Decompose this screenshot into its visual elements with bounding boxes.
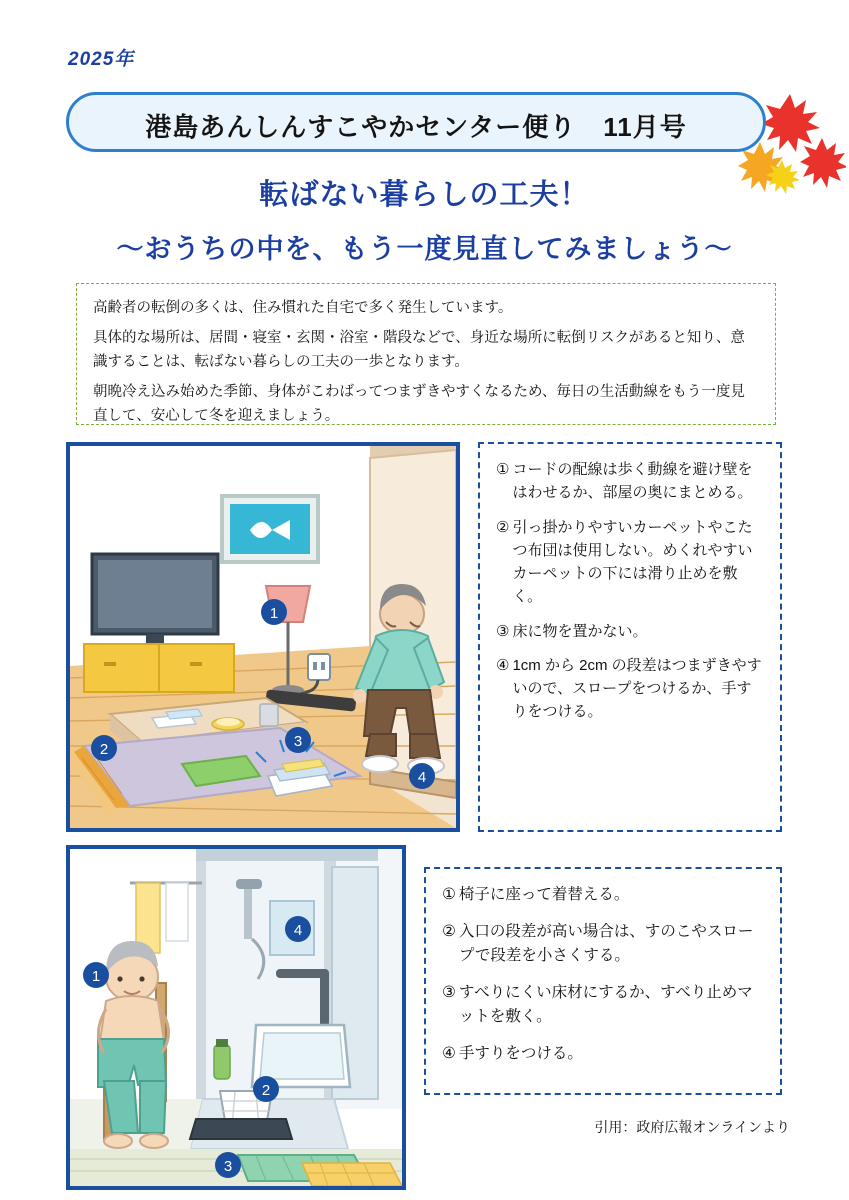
room-marker-4 (409, 763, 435, 789)
room-tip-3 (496, 620, 764, 643)
bath-tip-1-number: ① (442, 886, 456, 903)
newsletter-title: 港島あんしんすこやかセンター便り 11月号 (145, 112, 687, 142)
bath-tip-4-text: 手すりをつける。 (458, 1045, 583, 1063)
intro-paragraph-1: 高齢者の転倒の多くは、住み慣れた自宅で多く発生しています。 (93, 300, 513, 316)
bath-tip-2-text: 入口の段差が高い場合は、すのこやスロープで段差を小さくする。 (458, 923, 754, 965)
bath-tip-1-text: 椅子に座って着替える。 (458, 886, 630, 903)
intro-text-box (76, 283, 776, 425)
leaf-red-top (761, 94, 820, 152)
room-tip-4 (496, 654, 764, 724)
bath-tip-4-number: ④ (442, 1045, 456, 1063)
room-marker-3 (285, 727, 311, 753)
tv-stand (84, 644, 234, 692)
bath-tip-4 (442, 1042, 764, 1066)
year-label: 2025年 (68, 49, 135, 70)
bath-tip-3-text: すべりにくい床材にするか、すべり止めマットを敷く。 (458, 984, 753, 1026)
room-tip-4-number: ④ (496, 656, 510, 674)
bath-tip-2 (442, 920, 764, 968)
room-marker-1 (261, 599, 287, 625)
svg-text:3: 3 (223, 1158, 233, 1175)
wall-picture (222, 496, 318, 562)
room-tip-1 (496, 458, 764, 505)
bath-tip-3 (442, 981, 764, 1029)
svg-text:1: 1 (91, 968, 101, 985)
bath-marker-3 (215, 1152, 241, 1178)
svg-text:1: 1 (269, 605, 279, 622)
room-tip-1-text: コードの配線は歩く動線を避け壁をはわせるか、部屋の奥にまとめる。 (512, 461, 753, 502)
intro-paragraph-3: 朝晩冷え込み始めた季節、身体がこわばってつまずきやすくなるため、毎日の生活動線をもう一度見直して、安心して冬を迎えましょう。 (93, 384, 745, 424)
headline-line-2: ～おうちの中を、もう一度見直してみましょう～ (116, 234, 733, 264)
bathroom-tips (424, 867, 782, 1095)
room-marker-2 (91, 735, 117, 761)
living-room-illustration (66, 442, 460, 832)
bath-marker-4 (285, 916, 311, 942)
floor-grid-mat (302, 1163, 402, 1186)
bath-marker-2 (253, 1076, 279, 1102)
room-tip-2-text: 引っ掛かりやすいカーペットやこたつ布団は使用しない。めくれやすいカーペットの下には滑り止めを敷く。 (512, 518, 753, 606)
bath-tip-2-number: ② (442, 923, 456, 941)
bath-marker-1 (83, 962, 109, 988)
room-tip-3-number: ③ (496, 622, 510, 640)
bath-tip-1 (442, 883, 764, 907)
room-tip-2 (496, 516, 764, 609)
bath-tip-3-number: ③ (442, 984, 456, 1002)
television (92, 554, 218, 644)
newsletter-title-banner (66, 92, 766, 152)
headline (0, 172, 849, 266)
bathroom-illustration (66, 845, 406, 1190)
svg-text:2: 2 (99, 741, 109, 758)
room-tip-3-text: 床に物を置かない。 (512, 622, 648, 640)
room-tip-2-number: ② (496, 518, 510, 536)
svg-text:2: 2 (261, 1082, 271, 1099)
bath-items (214, 1039, 230, 1079)
svg-text:3: 3 (293, 733, 303, 750)
living-room-tips (478, 442, 782, 832)
headline-line-1: 転ばない暮らしの工夫！ (259, 179, 590, 211)
room-tip-4-text: 1cm から 2cm の段差はつまずきやすいので、スロープをつけるか、手すりをつける。 (512, 656, 762, 721)
room-tip-1-number: ① (496, 461, 510, 478)
svg-text:4: 4 (293, 922, 303, 939)
svg-text:4: 4 (417, 769, 427, 786)
source-citation: 引用：政府広報オンラインより (594, 1119, 790, 1135)
intro-paragraph-2: 具体的な場所は、居間・寝室・玄関・浴室・階段などで、身近な場所に転倒リスクがあると知り、意識することは、転ばない暮らしの工夫の一歩となります。 (93, 330, 745, 370)
